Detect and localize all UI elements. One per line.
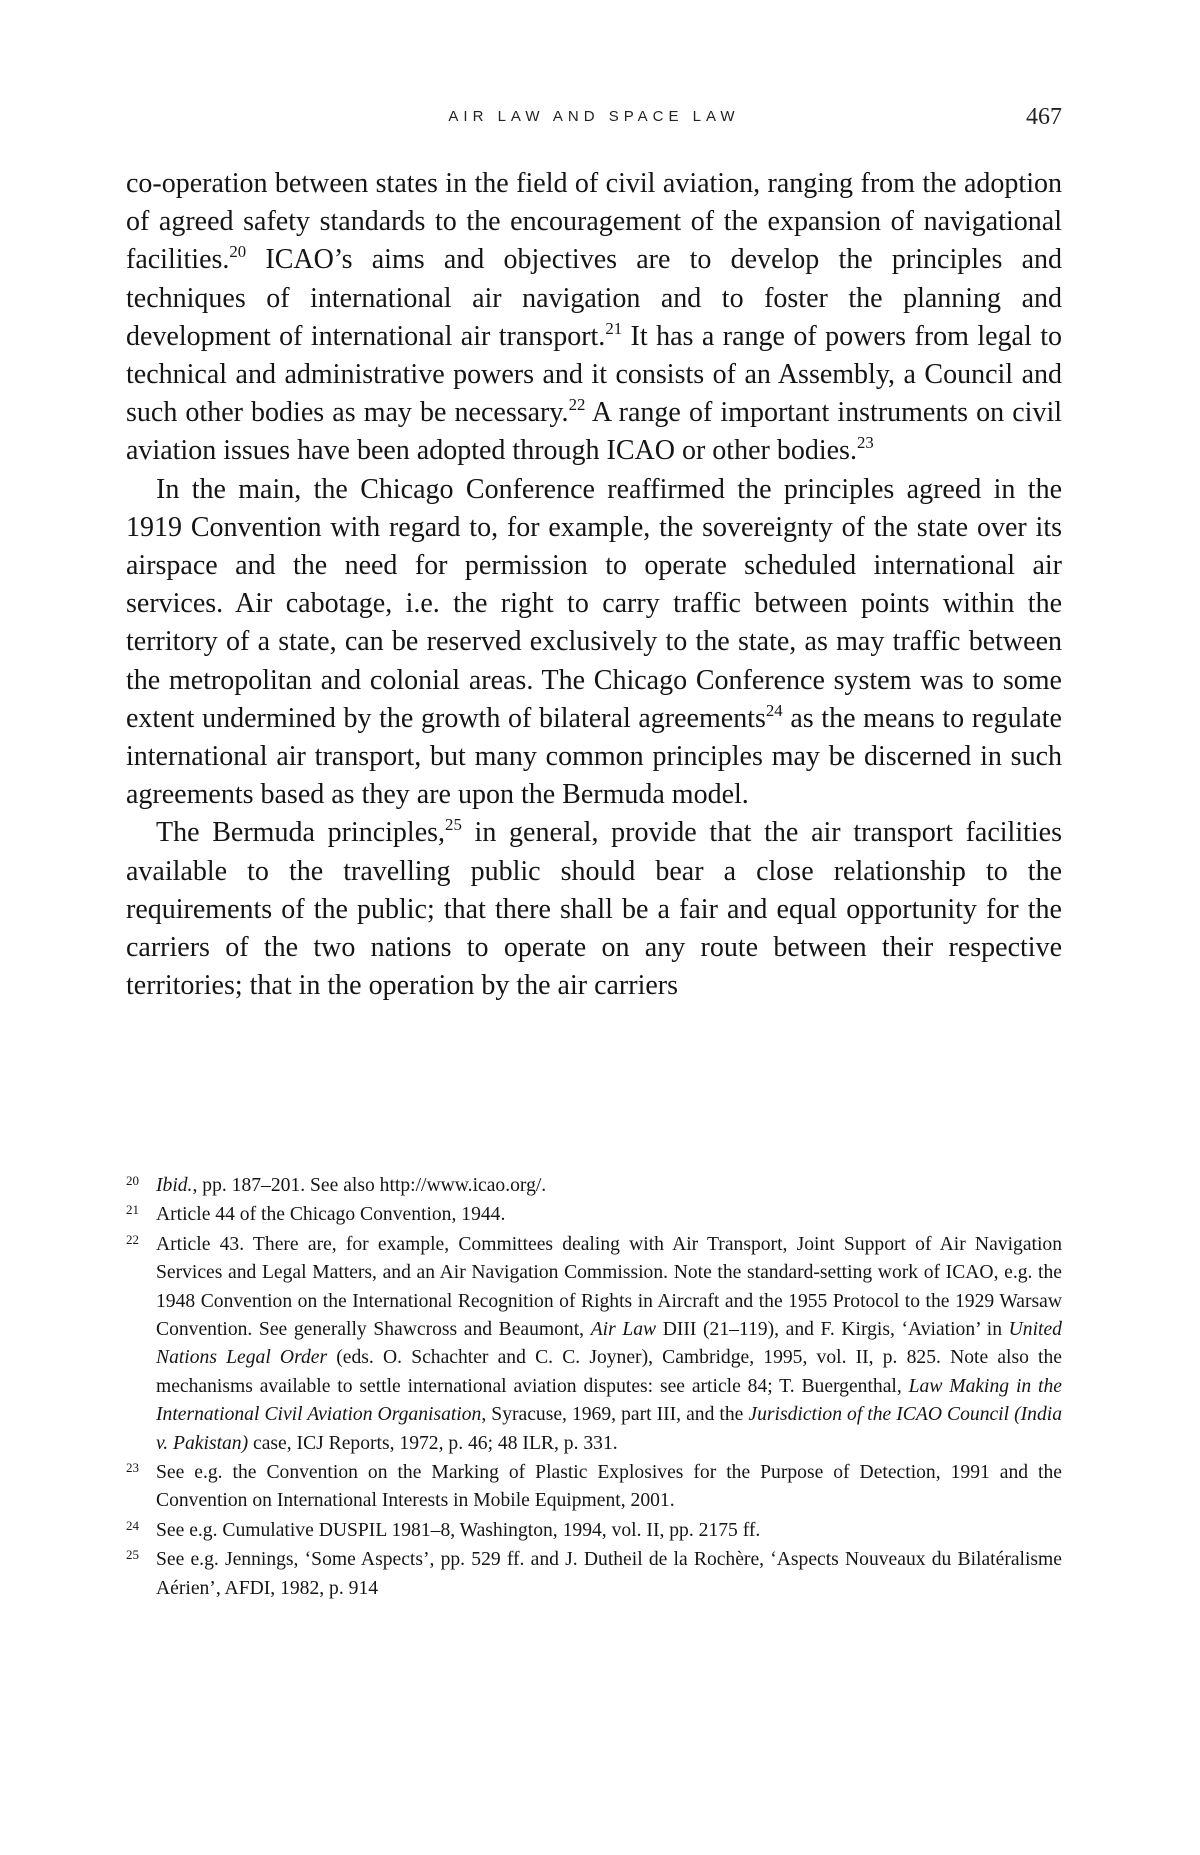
italic-text: Air Law <box>590 1319 657 1341</box>
text-run: DIII (21–119), and F. Kirgis, ‘Aviation’ in <box>656 1319 1009 1341</box>
footnote-marker: 22 <box>126 1231 139 1247</box>
footnotes <box>126 1172 1062 1604</box>
text-run: See e.g. Cumulative DUSPIL 1981–8, Washington, 1994, vol. II, pp. 2175 ff. <box>156 1519 761 1541</box>
italic-text: Law Making in the International Civil Aviation Organisation <box>156 1375 1062 1426</box>
body-paragraph <box>126 814 1062 1005</box>
running-head <box>126 104 1062 134</box>
italic-text: Jurisdiction of the ICAO Council (India v. Pakistan) <box>156 1404 1062 1454</box>
footnote-text <box>156 1462 1062 1511</box>
text-run: co-operation between states in the field of civil aviation, ranging from the adoption of agreed safety standards to the encouragement of the expansion of navigational facilities. <box>126 168 1062 276</box>
text-run: See e.g. the Convention on the Marking of Plastic Explosives for the Purpose of Detection, 1991 and the Convention on International Interests in Mobile Equipment, 2001. <box>156 1462 1062 1512</box>
text-run: as the means to regulate international air transport, but many common principles may be discerned in such agreements based as they are upon the Bermuda model. <box>126 702 1062 811</box>
text-run: Article 44 of the Chicago Convention, 1944. <box>156 1204 506 1226</box>
footnote-marker: 20 <box>126 1173 139 1188</box>
footnote <box>126 1231 1062 1458</box>
body-paragraph <box>126 471 1062 815</box>
footnote-reference: 24 <box>765 700 783 720</box>
footnote-marker: 24 <box>126 1517 139 1533</box>
text-run: A range of important instruments on civil aviation issues have been adopted through ICAO or other bodies. <box>126 397 1062 467</box>
text-run: It has a range of powers from legal to technical and administrative powers and it consists of an Assembly, a Council and such other bodies as may be necessary. <box>126 320 1062 429</box>
footnote-text <box>156 1549 1062 1598</box>
footnote-marker: 25 <box>126 1547 139 1563</box>
running-title: AIR LAW AND SPACE LAW <box>448 108 740 125</box>
text-run: The Bermuda principles, <box>156 817 446 849</box>
footnote-reference: 25 <box>445 815 462 835</box>
text-run: Article 43. There are, for example, Committees dealing with Air Transport, Joint Support of Air Navigation Services and Legal Matters, and an Air Navigation Commission. Note the standard-setting work of ICAO, e.g. the 1948 Convention on the International Recognition of Rights in Aircraft and the 1955 Protocol to the 1929 Warsaw Convention. See generally Shawcross and Beaumont, <box>156 1233 1062 1341</box>
text-run: In the main, the Chicago Conference reaffirmed the principles agreed in the 1919 Convention with regard to, for example, the sovereignty of the state over its airspace and the need for permission to operate scheduled international air services. Air cabotage, i.e. the right to carry traffic between points within the territory of a state, can be reserved exclusively to the state, as may traffic between the metropolitan and colonial areas. The Chicago Conference system was to some extent undermined by the growth of bilateral agreements <box>126 473 1062 734</box>
footnote-text <box>156 1520 760 1541</box>
footnote-reference: 22 <box>568 395 586 415</box>
footnote-reference: 23 <box>856 433 874 453</box>
text-run: See e.g. Jennings, ‘Some Aspects’, pp. 529 ff. and J. Dutheil de la Rochère, ‘Aspects Nouveaux du Bilatéralisme Aérien’, AFDI, 1982, p. 914 <box>156 1549 1062 1599</box>
page-number: 467 <box>1026 104 1062 130</box>
text-run: in general, provide that the air transport facilities available to the travelling public should bear a close relationship to the requirements of the public; that there shall be a fair and equal opportunity for the carriers of the two nations to operate on any route between their respective territories; that in the operation by the air carriers <box>126 817 1062 1002</box>
footnote-text <box>156 1175 546 1196</box>
italic-text: United Nations Legal Order <box>156 1319 1062 1369</box>
footnote-text <box>156 1234 1062 1454</box>
text-run: ICAO’s aims and objectives are to develop the principles and techniques of international air navigation and to foster the planning and development of international air transport. <box>126 244 1062 352</box>
footnote <box>126 1517 1062 1545</box>
footnote-reference: 20 <box>229 242 247 262</box>
text-run: (eds. O. Schachter and C. C. Joyner), Cambridge, 1995, vol. II, p. 825. Note also the mechanisms available to settle international aviation disputes: see article 84; T. Buergenthal, <box>156 1347 1062 1397</box>
body-paragraph <box>126 165 1062 471</box>
footnote <box>126 1172 1062 1200</box>
footnote-text <box>156 1204 505 1225</box>
footnote-reference: 21 <box>605 318 623 338</box>
main-body-text <box>126 165 1062 1005</box>
footnote-marker: 21 <box>126 1202 139 1218</box>
text-run: , Syracuse, 1969, part III, and the <box>481 1404 749 1426</box>
footnote <box>126 1459 1062 1516</box>
italic-text: Ibid. <box>156 1175 193 1196</box>
text-run: case, ICJ Reports, 1972, p. 46; 48 ILR, p. 331. <box>248 1432 618 1454</box>
footnote <box>126 1201 1062 1229</box>
footnote <box>126 1546 1062 1603</box>
footnote-marker: 23 <box>126 1460 139 1476</box>
text-run: , pp. 187–201. See also http://www.icao.org/. <box>192 1175 547 1196</box>
